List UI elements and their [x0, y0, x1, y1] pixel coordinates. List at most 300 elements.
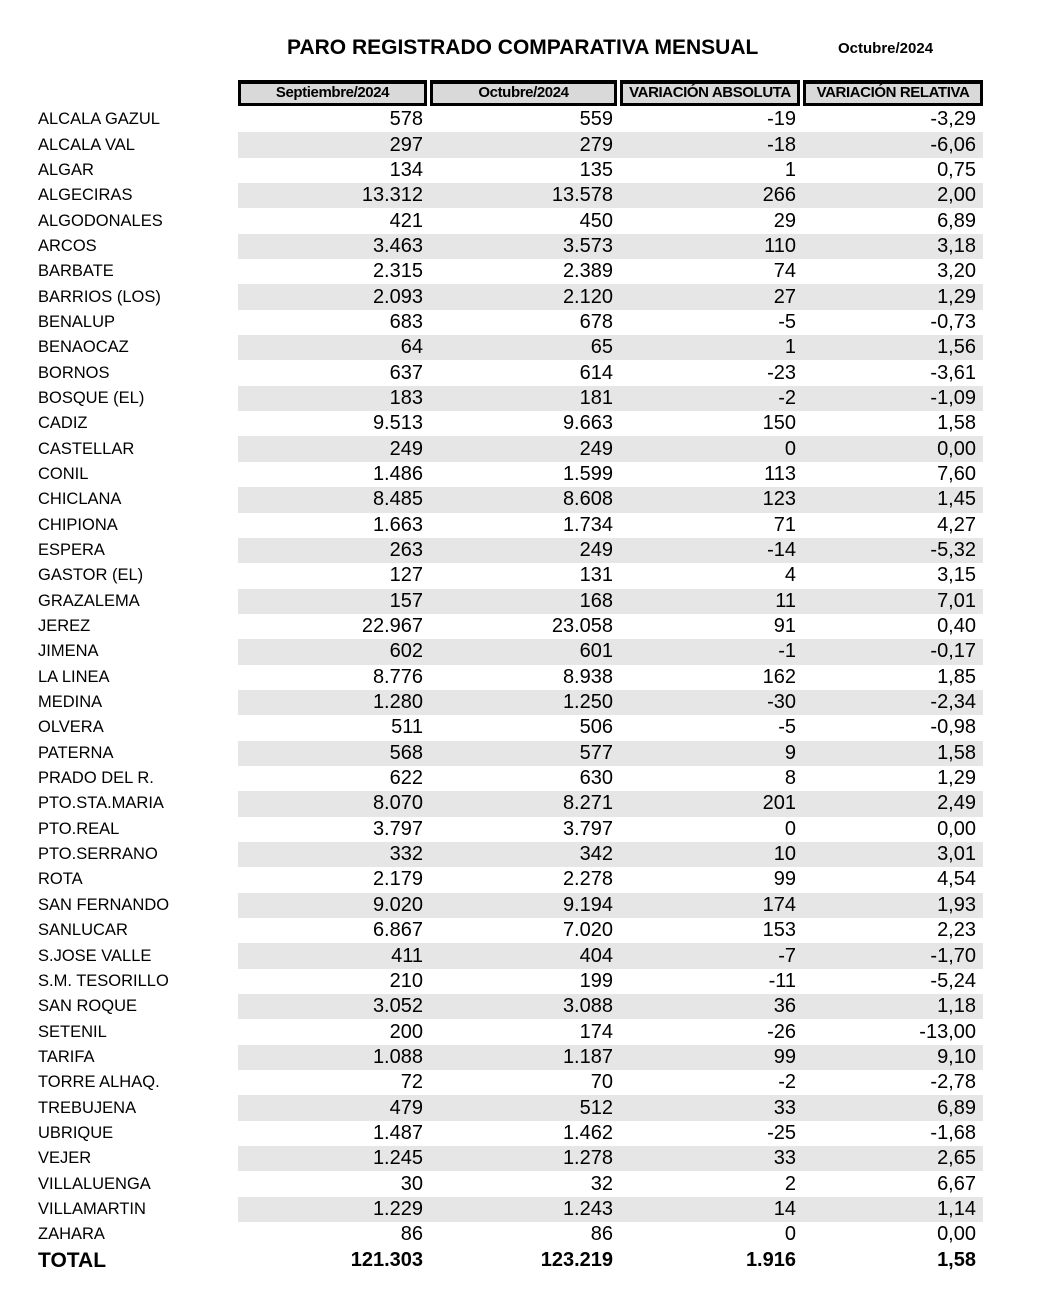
table-row — [38, 1019, 983, 1044]
octubre-value: 3.088 — [562, 995, 613, 1018]
table-row — [38, 690, 983, 715]
variacion-relativa-value: 1,56 — [937, 336, 976, 359]
table-row — [38, 766, 983, 791]
septiembre-value: 22.967 — [361, 615, 423, 638]
variacion-relativa-value: 9,10 — [937, 1045, 976, 1068]
variacion-absoluta-value: 27 — [773, 285, 796, 308]
row-values — [238, 1171, 983, 1196]
septiembre-value: 602 — [389, 640, 423, 663]
septiembre-value: 127 — [389, 564, 423, 587]
row-values — [238, 462, 983, 487]
octubre-value: 512 — [579, 1096, 613, 1119]
municipality-label: CADIZ — [38, 414, 88, 433]
total-variacion-absoluta-value: 1.916 — [745, 1249, 796, 1272]
octubre-value: 450 — [579, 209, 613, 232]
variacion-absoluta-value: 2 — [784, 1172, 796, 1195]
variacion-absoluta-value: -23 — [767, 361, 796, 384]
table-row — [38, 436, 983, 461]
municipality-label: ALGECIRAS — [38, 186, 133, 205]
octubre-value: 70 — [590, 1071, 613, 1094]
municipality-label: S.M. TESORILLO — [38, 971, 169, 990]
septiembre-value: 9.020 — [372, 893, 423, 916]
septiembre-value: 479 — [389, 1096, 423, 1119]
table-row — [38, 1171, 983, 1196]
table-row — [38, 411, 983, 436]
row-values — [238, 360, 983, 385]
variacion-relativa-value: 7,60 — [937, 462, 976, 485]
variacion-absoluta-value: 8 — [784, 767, 796, 790]
octubre-value: 135 — [579, 158, 613, 181]
septiembre-value: 72 — [400, 1071, 423, 1094]
octubre-value: 249 — [579, 437, 613, 460]
unemployment-table — [38, 80, 983, 1274]
row-values — [238, 943, 983, 968]
variacion-relativa-value: 3,01 — [937, 843, 976, 866]
municipality-label: BOSQUE (EL) — [38, 388, 145, 407]
table-row — [38, 1121, 983, 1146]
variacion-absoluta-value: -2 — [778, 386, 796, 409]
variacion-absoluta-value: 99 — [773, 868, 796, 891]
octubre-value: 614 — [579, 361, 613, 384]
table-row — [38, 513, 983, 538]
table-row — [38, 614, 983, 639]
septiembre-value: 2.093 — [372, 285, 423, 308]
table-row — [38, 487, 983, 512]
row-values — [238, 386, 983, 411]
septiembre-value: 157 — [389, 589, 423, 612]
row-values — [238, 183, 983, 208]
variacion-relativa-value: -1,70 — [930, 944, 976, 967]
table-row — [38, 817, 983, 842]
row-values — [238, 589, 983, 614]
octubre-value: 8.938 — [562, 665, 613, 688]
variacion-absoluta-value: 1 — [784, 158, 796, 181]
municipality-label: PATERNA — [38, 743, 114, 762]
variacion-relativa-value: 1,18 — [937, 995, 976, 1018]
septiembre-value: 297 — [389, 133, 423, 156]
municipality-label: PTO.SERRANO — [38, 845, 158, 864]
variacion-absoluta-value: 201 — [762, 792, 796, 815]
octubre-value: 279 — [579, 133, 613, 156]
variacion-absoluta-value: 36 — [773, 995, 796, 1018]
octubre-value: 559 — [579, 108, 613, 131]
variacion-relativa-value: -2,78 — [930, 1071, 976, 1094]
septiembre-value: 1.280 — [372, 691, 423, 714]
variacion-absoluta-value: 29 — [773, 209, 796, 232]
variacion-absoluta-value: 113 — [764, 462, 796, 485]
variacion-relativa-value: 1,29 — [937, 285, 976, 308]
octubre-value: 181 — [579, 386, 613, 409]
municipality-label: MEDINA — [38, 693, 103, 712]
table-row — [38, 259, 983, 284]
variacion-relativa-value: -13,00 — [919, 1020, 976, 1043]
municipality-label: PTO.REAL — [38, 819, 120, 838]
variacion-relativa-value: -0,73 — [930, 310, 976, 333]
row-values — [238, 791, 983, 816]
municipality-label: CASTELLAR — [38, 439, 135, 458]
octubre-value: 342 — [579, 843, 613, 866]
page-title: PARO REGISTRADO COMPARATIVA MENSUAL — [287, 36, 759, 59]
variacion-absoluta-value: -7 — [778, 944, 796, 967]
municipality-label: OLVERA — [38, 718, 104, 737]
septiembre-value: 210 — [389, 969, 423, 992]
octubre-value: 404 — [579, 944, 613, 967]
septiembre-value: 3.052 — [372, 995, 423, 1018]
table-header-row — [238, 80, 983, 106]
variacion-relativa-value: 4,54 — [937, 868, 976, 891]
total-values — [238, 1247, 983, 1274]
row-values — [238, 893, 983, 918]
municipality-label: PRADO DEL R. — [38, 769, 154, 788]
octubre-value: 1.462 — [562, 1121, 613, 1144]
row-values — [238, 665, 983, 690]
variacion-relativa-value: 1,58 — [937, 741, 976, 764]
octubre-value: 131 — [579, 564, 613, 587]
variacion-absoluta-value: -26 — [767, 1020, 796, 1043]
variacion-relativa-value: 4,27 — [937, 513, 976, 536]
municipality-label: JIMENA — [38, 642, 99, 661]
variacion-absoluta-value: 266 — [762, 184, 796, 207]
variacion-relativa-value: 1,85 — [937, 665, 976, 688]
total-label: TOTAL — [38, 1248, 107, 1272]
septiembre-value: 13.312 — [361, 184, 423, 207]
variacion-relativa-value: 2,65 — [937, 1147, 976, 1170]
row-values — [238, 1121, 983, 1146]
table-row — [38, 563, 983, 588]
municipality-label: ROTA — [38, 870, 83, 889]
septiembre-value: 9.513 — [372, 412, 423, 435]
septiembre-value: 332 — [389, 843, 423, 866]
septiembre-value: 622 — [389, 767, 423, 790]
octubre-value: 2.120 — [562, 285, 613, 308]
variacion-absoluta-value: 174 — [762, 893, 796, 916]
table-row — [38, 310, 983, 335]
septiembre-value: 8.776 — [372, 665, 423, 688]
row-values — [238, 690, 983, 715]
variacion-absoluta-value: -2 — [778, 1071, 796, 1094]
variacion-relativa-value: 0,00 — [937, 817, 976, 840]
table-row — [38, 1045, 983, 1070]
row-values — [238, 284, 983, 309]
octubre-value: 86 — [590, 1223, 613, 1246]
septiembre-value: 200 — [389, 1020, 423, 1043]
row-values — [238, 614, 983, 639]
septiembre-value: 1.229 — [372, 1197, 423, 1220]
municipality-label: BARRIOS (LOS) — [38, 287, 161, 306]
septiembre-value: 3.797 — [372, 817, 423, 840]
municipality-label: ALGAR — [38, 160, 94, 179]
municipality-label: BENAOCAZ — [38, 338, 129, 357]
row-values — [238, 969, 983, 994]
table-row — [38, 715, 983, 740]
row-values — [238, 335, 983, 360]
octubre-value: 9.663 — [562, 412, 613, 435]
variacion-absoluta-value: 99 — [773, 1045, 796, 1068]
table-row — [38, 284, 983, 309]
row-values — [238, 918, 983, 943]
octubre-value: 2.278 — [562, 868, 613, 891]
municipality-label: VILLAMARTIN — [38, 1199, 146, 1218]
row-values — [238, 1045, 983, 1070]
row-values — [238, 1146, 983, 1171]
total-septiembre-value: 121.303 — [350, 1249, 423, 1272]
variacion-relativa-value: 0,00 — [937, 437, 976, 460]
table-row — [38, 791, 983, 816]
table-row — [38, 589, 983, 614]
row-values — [238, 817, 983, 842]
variacion-relativa-value: 1,58 — [937, 412, 976, 435]
row-values — [238, 1070, 983, 1095]
octubre-value: 7.020 — [562, 919, 613, 942]
variacion-absoluta-value: -14 — [767, 539, 796, 562]
variacion-relativa-value: 2,00 — [937, 184, 976, 207]
variacion-relativa-value: -2,34 — [930, 691, 976, 714]
variacion-relativa-value: 2,23 — [937, 919, 976, 942]
variacion-relativa-value: 1,29 — [937, 767, 976, 790]
municipality-label: ALCALA VAL — [38, 135, 135, 154]
septiembre-value: 8.485 — [372, 488, 423, 511]
table-row — [38, 842, 983, 867]
variacion-relativa-value: 1,14 — [937, 1197, 976, 1220]
table-body — [38, 107, 983, 1247]
variacion-absoluta-value: 110 — [764, 234, 796, 257]
table-row — [38, 234, 983, 259]
variacion-relativa-value: -1,68 — [930, 1121, 976, 1144]
septiembre-value: 134 — [389, 158, 423, 181]
table-row — [38, 538, 983, 563]
octubre-value: 1.599 — [562, 462, 613, 485]
table-row — [38, 1146, 983, 1171]
table-row — [38, 360, 983, 385]
variacion-absoluta-value: 150 — [762, 412, 796, 435]
septiembre-value: 421 — [389, 209, 423, 232]
septiembre-value: 1.486 — [372, 462, 423, 485]
variacion-absoluta-value: 162 — [762, 665, 796, 688]
row-values — [238, 842, 983, 867]
table-row — [38, 208, 983, 233]
municipality-label: LA LINEA — [38, 667, 110, 686]
table-row — [38, 386, 983, 411]
variacion-relativa-value: 3,15 — [937, 564, 976, 587]
municipality-label: ARCOS — [38, 236, 97, 255]
variacion-absoluta-value: -25 — [767, 1121, 796, 1144]
variacion-relativa-value: 6,89 — [937, 209, 976, 232]
row-values — [238, 208, 983, 233]
variacion-relativa-value: -5,32 — [930, 539, 976, 562]
municipality-label: SANLUCAR — [38, 921, 128, 940]
variacion-absoluta-value: -11 — [768, 969, 796, 992]
row-values — [238, 715, 983, 740]
municipality-label: CHICLANA — [38, 490, 122, 509]
row-values — [238, 766, 983, 791]
octubre-value: 8.608 — [562, 488, 613, 511]
octubre-value: 249 — [579, 539, 613, 562]
septiembre-value: 2.315 — [372, 260, 423, 283]
row-values — [238, 1019, 983, 1044]
octubre-value: 2.389 — [562, 260, 613, 283]
municipality-label: SAN ROQUE — [38, 997, 138, 1016]
table-row — [38, 1197, 983, 1222]
municipality-label: SETENIL — [38, 1022, 107, 1041]
variacion-relativa-value: 1,45 — [937, 488, 976, 511]
table-total-row — [38, 1247, 983, 1274]
variacion-absoluta-value: 33 — [773, 1147, 796, 1170]
septiembre-value: 1.245 — [372, 1147, 423, 1170]
octubre-value: 1.187 — [562, 1045, 613, 1068]
row-values — [238, 513, 983, 538]
variacion-relativa-value: 6,67 — [937, 1172, 976, 1195]
variacion-absoluta-value: -19 — [767, 108, 796, 131]
variacion-absoluta-value: 11 — [775, 589, 796, 612]
septiembre-value: 6.867 — [372, 919, 423, 942]
variacion-absoluta-value: -30 — [767, 691, 796, 714]
septiembre-value: 8.070 — [372, 792, 423, 815]
municipality-label: VEJER — [38, 1149, 92, 1168]
octubre-value: 9.194 — [562, 893, 613, 916]
octubre-value: 174 — [579, 1020, 613, 1043]
septiembre-value: 578 — [389, 108, 423, 131]
variacion-relativa-value: -5,24 — [930, 969, 976, 992]
septiembre-value: 249 — [389, 437, 423, 460]
municipality-label: TORRE ALHAQ. — [38, 1073, 160, 1092]
octubre-value: 168 — [579, 589, 613, 612]
octubre-value: 630 — [579, 767, 613, 790]
total-octubre-value: 123.219 — [540, 1249, 613, 1272]
column-header-variacion-relativa: VARIACIÓN RELATIVA — [803, 80, 983, 106]
row-values — [238, 487, 983, 512]
municipality-label: TREBUJENA — [38, 1098, 137, 1117]
variacion-absoluta-value: -5 — [778, 716, 796, 739]
row-values — [238, 310, 983, 335]
municipality-label: JEREZ — [38, 617, 91, 636]
row-values — [238, 259, 983, 284]
variacion-relativa-value: 3,20 — [937, 260, 976, 283]
septiembre-value: 568 — [389, 741, 423, 764]
septiembre-value: 2.179 — [372, 868, 423, 891]
municipality-label: ZAHARA — [38, 1225, 105, 1244]
table-row — [38, 867, 983, 892]
row-values — [238, 436, 983, 461]
municipality-label: CONIL — [38, 464, 89, 483]
table-row — [38, 158, 983, 183]
octubre-value: 577 — [579, 741, 613, 764]
octubre-value: 678 — [579, 310, 613, 333]
variacion-relativa-value: 3,18 — [937, 234, 976, 257]
table-row — [38, 1222, 983, 1247]
row-values — [238, 741, 983, 766]
octubre-value: 1.250 — [562, 691, 613, 714]
column-header-septiembre: Septiembre/2024 — [238, 80, 427, 106]
table-row — [38, 462, 983, 487]
row-values — [238, 132, 983, 157]
table-row — [38, 1095, 983, 1120]
variacion-absoluta-value: 4 — [784, 564, 796, 587]
table-row — [38, 1070, 983, 1095]
octubre-value: 8.271 — [562, 792, 613, 815]
row-values — [238, 158, 983, 183]
variacion-relativa-value: 1,93 — [937, 893, 976, 916]
variacion-absoluta-value: 1 — [784, 336, 796, 359]
table-row — [38, 918, 983, 943]
octubre-value: 199 — [579, 969, 613, 992]
variacion-absoluta-value: 71 — [773, 513, 796, 536]
variacion-absoluta-value: -18 — [767, 133, 796, 156]
municipality-label: S.JOSE VALLE — [38, 946, 152, 965]
table-row — [38, 132, 983, 157]
variacion-absoluta-value: 9 — [784, 741, 796, 764]
row-values — [238, 234, 983, 259]
septiembre-value: 263 — [389, 539, 423, 562]
variacion-absoluta-value: -1 — [778, 640, 796, 663]
row-values — [238, 1197, 983, 1222]
octubre-value: 3.797 — [562, 817, 613, 840]
table-row — [38, 969, 983, 994]
municipality-label: ALGODONALES — [38, 211, 163, 230]
municipality-label: PTO.STA.MARIA — [38, 794, 164, 813]
table-row — [38, 335, 983, 360]
octubre-value: 1.278 — [562, 1147, 613, 1170]
municipality-label: UBRIQUE — [38, 1123, 114, 1142]
table-row — [38, 639, 983, 664]
septiembre-value: 511 — [391, 716, 423, 739]
municipality-label: GASTOR (EL) — [38, 566, 144, 585]
septiembre-value: 3.463 — [372, 234, 423, 257]
municipality-label: ALCALA GAZUL — [38, 110, 160, 129]
row-values — [238, 411, 983, 436]
octubre-value: 23.058 — [551, 615, 613, 638]
variacion-absoluta-value: 74 — [773, 260, 796, 283]
variacion-absoluta-value: 123 — [762, 488, 796, 511]
table-row — [38, 107, 983, 132]
municipality-label: SAN FERNANDO — [38, 895, 170, 914]
table-row — [38, 943, 983, 968]
septiembre-value: 411 — [391, 944, 423, 967]
variacion-absoluta-value: 10 — [773, 843, 796, 866]
row-values — [238, 639, 983, 664]
table-row — [38, 665, 983, 690]
column-header-octubre: Octubre/2024 — [430, 80, 617, 106]
septiembre-value: 86 — [400, 1223, 423, 1246]
report-period-label: Octubre/2024 — [838, 40, 934, 57]
variacion-absoluta-value: 33 — [773, 1096, 796, 1119]
octubre-value: 1.243 — [562, 1197, 613, 1220]
septiembre-value: 30 — [400, 1172, 423, 1195]
septiembre-value: 183 — [389, 386, 423, 409]
table-row — [38, 893, 983, 918]
municipality-label: VILLALUENGA — [38, 1174, 151, 1193]
octubre-value: 65 — [590, 336, 613, 359]
variacion-relativa-value: 2,49 — [937, 792, 976, 815]
municipality-label: BENALUP — [38, 312, 116, 331]
variacion-absoluta-value: 0 — [784, 1223, 796, 1246]
municipality-label: BARBATE — [38, 262, 114, 281]
variacion-absoluta-value: 14 — [773, 1197, 796, 1220]
variacion-relativa-value: -0,98 — [930, 716, 976, 739]
septiembre-value: 64 — [400, 336, 423, 359]
variacion-absoluta-value: 0 — [784, 817, 796, 840]
row-values — [238, 994, 983, 1019]
octubre-value: 601 — [579, 640, 613, 663]
row-values — [238, 107, 983, 132]
row-values — [238, 867, 983, 892]
variacion-absoluta-value: -5 — [778, 310, 796, 333]
septiembre-value: 1.088 — [372, 1045, 423, 1068]
municipality-label: TARIFA — [38, 1047, 95, 1066]
septiembre-value: 637 — [389, 361, 423, 384]
variacion-relativa-value: -3,29 — [930, 108, 976, 131]
table-row — [38, 741, 983, 766]
municipality-label: GRAZALEMA — [38, 591, 140, 610]
